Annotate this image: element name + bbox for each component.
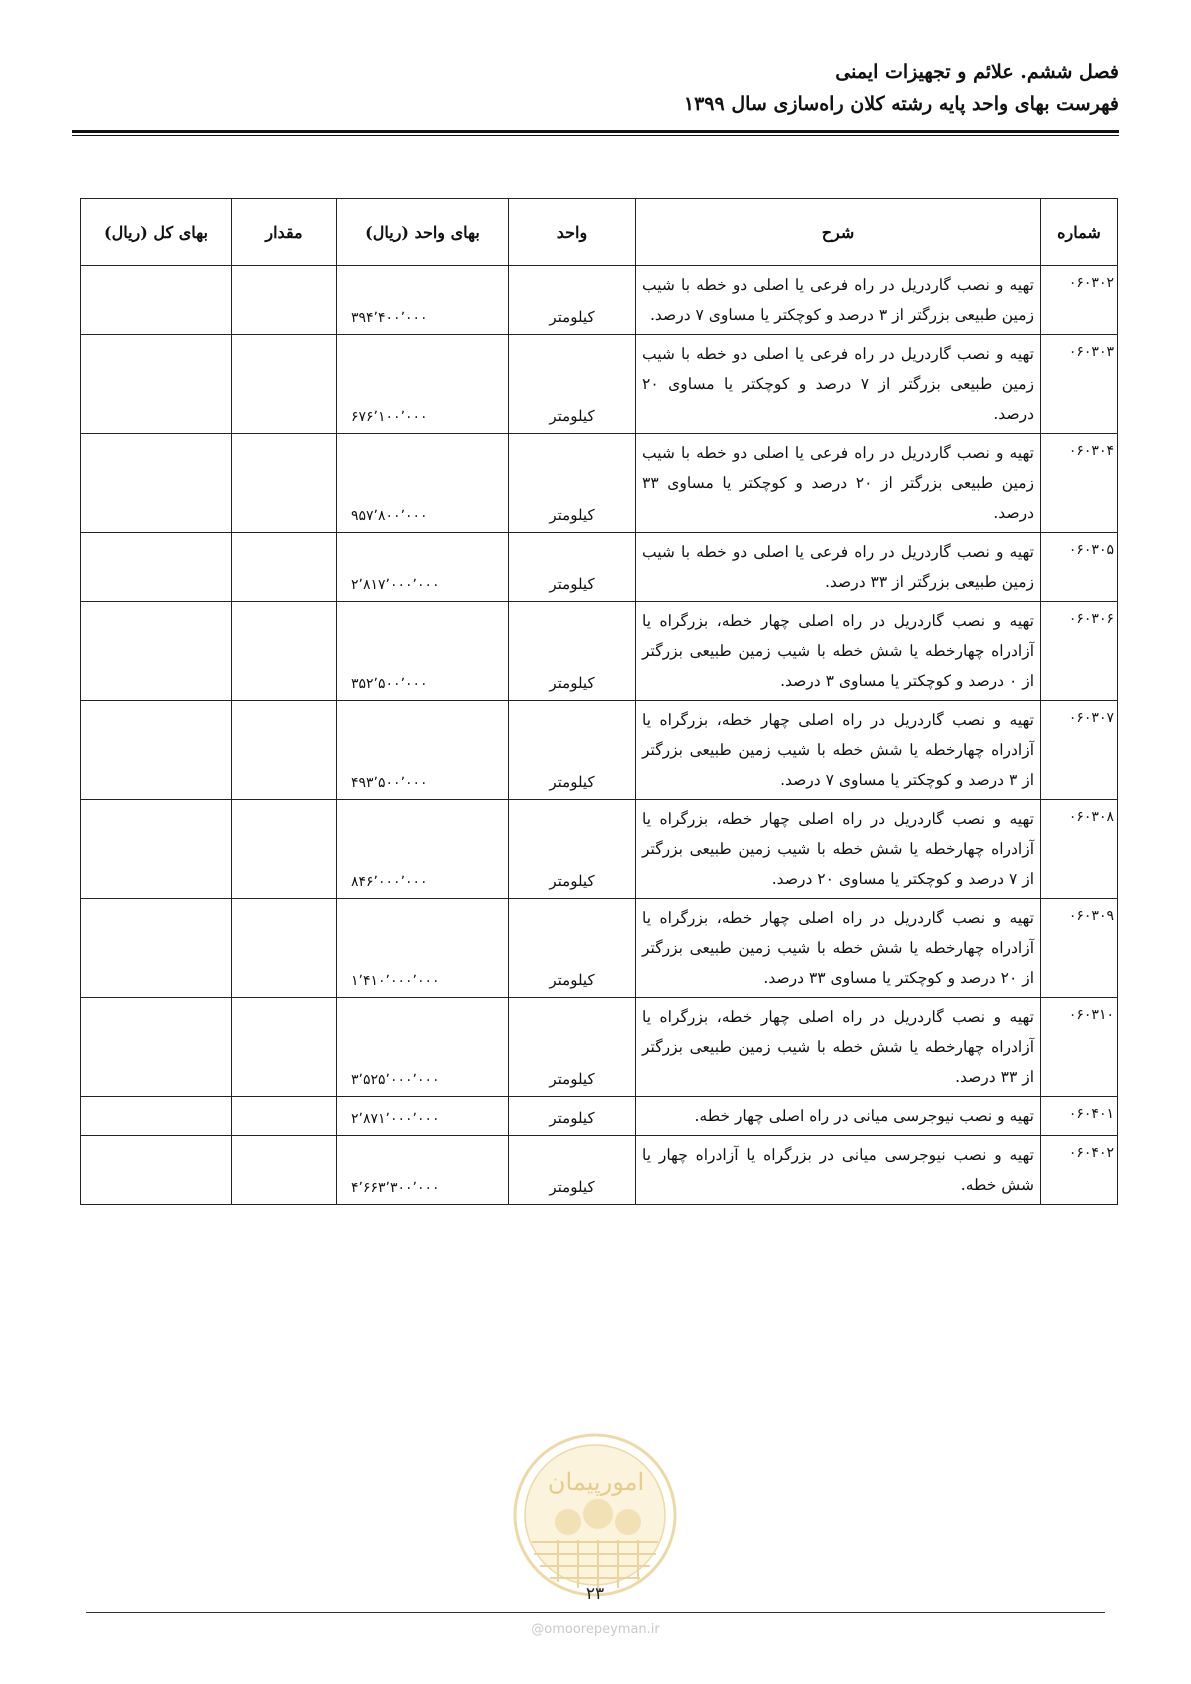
item-code: ۰۶۰۳۰۴ [1041, 434, 1118, 533]
page-header [72, 56, 1119, 120]
table-row [81, 266, 1118, 335]
item-total-price [81, 800, 232, 899]
item-unit: کیلومتر [509, 434, 636, 533]
table-row [81, 1136, 1118, 1205]
item-unit: کیلومتر [509, 1136, 636, 1205]
seal-logo-icon [510, 1430, 680, 1600]
table-row [81, 800, 1118, 899]
item-unit: کیلومتر [509, 533, 636, 602]
item-unit: کیلومتر [509, 266, 636, 335]
item-unit: کیلومتر [509, 602, 636, 701]
chapter-title: فصل ششم. علائم و تجهیزات ایمنی [835, 61, 1119, 83]
item-unit: کیلومتر [509, 800, 636, 899]
column-header-unit-price: بهای واحد (ریال) [337, 199, 509, 266]
table-row [81, 899, 1118, 998]
item-description: تهیه و نصب گاردریل در راه فرعی یا اصلی دو خطه با شیب زمین طبیعی بزرگتر از ۳۳ درصد. [636, 533, 1041, 602]
item-unit: کیلومتر [509, 998, 636, 1097]
table-row [81, 998, 1118, 1097]
column-header-unit: واحد [509, 199, 636, 266]
table-row [81, 1097, 1118, 1136]
item-quantity [232, 602, 337, 701]
table-row [81, 533, 1118, 602]
item-description: تهیه و نصب گاردریل در راه فرعی یا اصلی دو خطه با شیب زمین طبیعی بزرگتر از ۲۰ درصد و کوچکتر یا مساوی ۳۳ درصد. [636, 434, 1041, 533]
column-header-quantity: مقدار [232, 199, 337, 266]
table-row [81, 602, 1118, 701]
item-description: تهیه و نصب گاردریل در راه اصلی چهار خطه، بزرگراه یا آزادراه چهارخطه یا شش خطه با شیب زمین طبیعی بزرگتر از ۰ درصد و کوچکتر یا مساوی ۳ درصد. [636, 602, 1041, 701]
item-unit-price: ۴۹۳٬۵۰۰٬۰۰۰ [337, 701, 509, 800]
item-code: ۰۶۰۳۰۶ [1041, 602, 1118, 701]
item-quantity [232, 998, 337, 1097]
price-list-table [80, 198, 1118, 1205]
item-description: تهیه و نصب نیوجرسی میانی در بزرگراه یا آزادراه چهار یا شش خطه. [636, 1136, 1041, 1205]
item-quantity [232, 1136, 337, 1205]
item-quantity [232, 335, 337, 434]
item-code: ۰۶۰۳۱۰ [1041, 998, 1118, 1097]
item-unit: کیلومتر [509, 899, 636, 998]
item-code: ۰۶۰۳۰۵ [1041, 533, 1118, 602]
item-code: ۰۶۰۴۰۲ [1041, 1136, 1118, 1205]
seal-text: امورپیمان [547, 1468, 645, 1496]
item-code: ۰۶۰۳۰۷ [1041, 701, 1118, 800]
item-unit-price: ۲٬۸۱۷٬۰۰۰٬۰۰۰ [337, 533, 509, 602]
item-unit-price: ۲٬۸۷۱٬۰۰۰٬۰۰۰ [337, 1097, 509, 1136]
item-unit: کیلومتر [509, 335, 636, 434]
item-description: تهیه و نصب گاردریل در راه اصلی چهار خطه، بزرگراه یا آزادراه چهارخطه یا شش خطه با شیب زمین طبیعی بزرگتر از ۲۰ درصد و کوچکتر یا مساوی ۳۳ درصد. [636, 899, 1041, 998]
item-unit-price: ۴٬۶۶۳٬۳۰۰٬۰۰۰ [337, 1136, 509, 1205]
item-quantity [232, 701, 337, 800]
watermark-text: @omoorepeyman.ir [531, 1622, 660, 1637]
item-unit-price: ۳٬۵۲۵٬۰۰۰٬۰۰۰ [337, 998, 509, 1097]
item-total-price [81, 434, 232, 533]
table-row [81, 434, 1118, 533]
column-header-description: شرح [636, 199, 1041, 266]
column-header-code: شماره [1041, 199, 1118, 266]
table-row [81, 335, 1118, 434]
item-description: تهیه و نصب گاردریل در راه اصلی چهار خطه، بزرگراه یا آزادراه چهارخطه یا شش خطه با شیب زمین طبیعی بزرگتر از ۳۳ درصد. [636, 998, 1041, 1097]
table-header-row [81, 199, 1118, 266]
item-unit: کیلومتر [509, 1097, 636, 1136]
item-total-price [81, 701, 232, 800]
item-quantity [232, 899, 337, 998]
item-unit-price: ۳۹۴٬۴۰۰٬۰۰۰ [337, 266, 509, 335]
header-rule-thick [72, 130, 1119, 133]
item-total-price [81, 602, 232, 701]
header-rule-thin [72, 135, 1119, 136]
item-description: تهیه و نصب گاردریل در راه اصلی چهار خطه، بزرگراه یا آزادراه چهارخطه یا شش خطه با شیب زمین طبیعی بزرگتر از ۳ درصد و کوچکتر یا مساوی ۷ درصد. [636, 701, 1041, 800]
item-total-price [81, 533, 232, 602]
item-quantity [232, 434, 337, 533]
item-code: ۰۶۰۳۰۳ [1041, 335, 1118, 434]
item-total-price [81, 899, 232, 998]
item-code: ۰۶۰۳۰۸ [1041, 800, 1118, 899]
footer-rule [86, 1612, 1105, 1613]
item-unit: کیلومتر [509, 701, 636, 800]
item-description: تهیه و نصب گاردریل در راه فرعی یا اصلی دو خطه با شیب زمین طبیعی بزرگتر از ۳ درصد و کوچکتر یا مساوی ۷ درصد. [636, 266, 1041, 335]
item-unit-price: ۶۷۶٬۱۰۰٬۰۰۰ [337, 335, 509, 434]
item-unit-price: ۱٬۴۱۰٬۰۰۰٬۰۰۰ [337, 899, 509, 998]
item-unit-price: ۸۴۶٬۰۰۰٬۰۰۰ [337, 800, 509, 899]
item-quantity [232, 266, 337, 335]
item-description: تهیه و نصب گاردریل در راه اصلی چهار خطه، بزرگراه یا آزادراه چهارخطه یا شش خطه با شیب زمین طبیعی بزرگتر از ۷ درصد و کوچکتر یا مساوی ۲۰ درصد. [636, 800, 1041, 899]
item-description: تهیه و نصب گاردریل در راه فرعی یا اصلی دو خطه با شیب زمین طبیعی بزرگتر از ۷ درصد و کوچکتر یا مساوی ۲۰ درصد. [636, 335, 1041, 434]
item-unit-price: ۹۵۷٬۸۰۰٬۰۰۰ [337, 434, 509, 533]
item-quantity [232, 533, 337, 602]
item-total-price [81, 1136, 232, 1205]
item-description: تهیه و نصب نیوجرسی میانی در راه اصلی چهار خطه. [636, 1097, 1041, 1136]
page-number: ۲۳ [585, 1584, 605, 1604]
document-subtitle: فهرست بهای واحد پایه رشته کلان راه‌سازی سال ۱۳۹۹ [683, 93, 1119, 115]
item-quantity [232, 800, 337, 899]
item-total-price [81, 998, 232, 1097]
column-header-total-price: بهای کل (ریال) [81, 199, 232, 266]
item-total-price [81, 1097, 232, 1136]
item-code: ۰۶۰۳۰۲ [1041, 266, 1118, 335]
item-total-price [81, 266, 232, 335]
item-total-price [81, 335, 232, 434]
item-code: ۰۶۰۴۰۱ [1041, 1097, 1118, 1136]
item-quantity [232, 1097, 337, 1136]
item-unit-price: ۳۵۲٬۵۰۰٬۰۰۰ [337, 602, 509, 701]
table-row [81, 701, 1118, 800]
item-code: ۰۶۰۳۰۹ [1041, 899, 1118, 998]
